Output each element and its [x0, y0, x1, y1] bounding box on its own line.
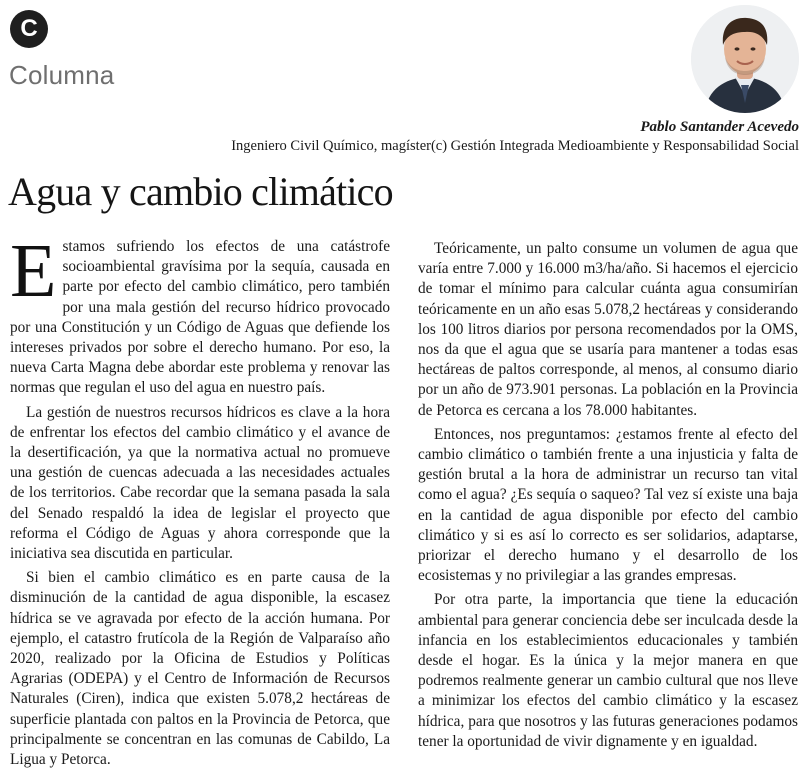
author-name: Pablo Santander Acevedo	[640, 119, 799, 135]
article-paragraph: Por otra parte, la importancia que tiene la educación ambiental para generar conciencia debe ser inculcada desde la infancia en los establecimientos educacionales y también desde el hogar. Es la única y la mejor manera en que podremos realmente generar un cambio cultural que nos lleve a minimizar los efectos del cambio climático y la escasez hídrica, para que nosotros y las futuras generaciones podamos tener la oportunidad de vivir dignamente y en igualdad.	[418, 591, 798, 750]
section-label: Columna	[9, 60, 115, 90]
drop-cap: E	[10, 229, 57, 313]
headline: Agua y cambio climático	[8, 169, 393, 214]
article-paragraph: Estamos sufriendo los efectos de una catástrofe socioambiental gravísima por la sequía, causada en parte por efecto del cambio climático, pero también por una mala gestión del recurso hídrico provocado por una Constitución y un Código de Aguas que defiende los intereses privados por sobre el derecho humano. Por eso, la nueva Carta Magna debe abordar este problema y renovar las normas que regulan el uso del agua en nuestro país.	[10, 229, 390, 397]
article-paragraph: Entonces, nos preguntamos: ¿estamos frente al efecto del cambio climático o también frente a una injusticia y falta de gestión brutal a la hora de administrar un recurso tan vital como el agua? ¿Es sequía o saqueo? Tal vez sí existe una baja en la cantidad de agua disponible por efecto del cambio climático y si es así lo correcto es ser solidarios, adaptarse, priorizar el derecho humano y el desarrollo de los ecosistemas y no privilegiar a las grandes empresas.	[418, 425, 798, 585]
article-paragraph: Teóricamente, un palto consume un volumen de agua que varía entre 7.000 y 16.000 m3/ha/año. Si hacemos el ejercicio de tomar el mínimo para calcular cuánta agua consumirían teóricamente en un año esas 5.078,2 hectáreas y considerando los 100 litros diarios por persona recomendados por la OMS, nos da que el agua que se usaría para mantener a todas esas hectáreas de paltos corresponde, al menos, al consumo diario por un año de 973.901 personas. La población en la Provincia de Petorca es cercana a los 78.000 habitantes.	[418, 240, 798, 419]
author-portrait-icon	[691, 5, 799, 113]
article-column-left	[10, 229, 390, 770]
article-paragraph: La gestión de nuestros recursos hídricos es clave a la hora de enfrentar los efectos del cambio climático y el avance de la desertificación, ya que la normativa actual no promueve una gestión de cuencas adecuada a las necesidades actuales de los territorios. Cabe recordar que la semana pasada la sala del Senado respaldó la idea de legislar el proyecto que reforma el Código de Aguas y ahora corresponde que la iniciativa sea discutida en particular.	[10, 403, 390, 563]
article-paragraph: Si bien el cambio climático es en parte causa de la disminución de la cantidad de agua disponible, la escasez hídrica se ve agravada por efecto de la acción humana. Por ejemplo, el catastro frutícola de la Región de Valparaíso año 2020, realizado por la Oficina de Estudios y Políticas Agrarias (ODEPA) y el Centro de Información de Recursos Naturales (Ciren), indica que existen 5.078,2 hectáreas de superficie plantada con paltos en la Provincia de Petorca, que principalmente se concentran en las comunas de Cabildo, La Ligua y Petorca.	[10, 569, 390, 769]
article-column-right	[418, 239, 798, 752]
column-badge	[10, 10, 48, 48]
author-photo	[691, 5, 799, 113]
author-role: Ingeniero Civil Químico, magíster(c) Gestión Integrada Medioambiente y Responsabilidad Social	[231, 138, 799, 154]
badge-letter: C	[20, 15, 38, 42]
